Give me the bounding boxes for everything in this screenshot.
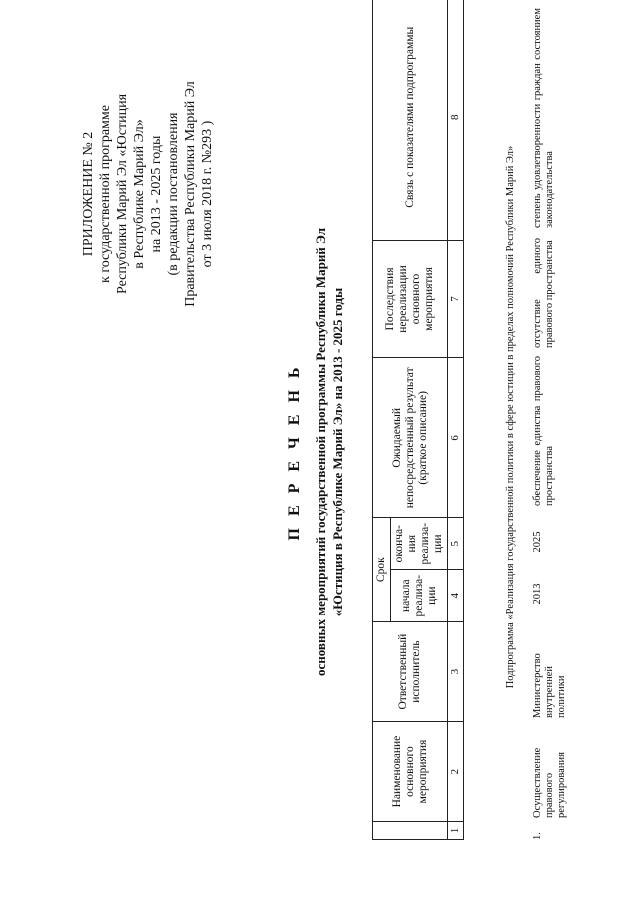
subprogram-heading: Подпрограмма «Реализация государственной политики в сфере юстиции в пределах полномочий Республики Марий Эл» <box>505 145 516 689</box>
row-result: обеспечение единства правового пространства <box>532 356 555 506</box>
measures-table <box>372 0 464 840</box>
title-subtitle-2: «Юстиция в Республике Марий Эл» на 2013 - 2025 годы <box>330 287 345 617</box>
header-cell-executor: Ответственный исполнитель <box>373 622 448 722</box>
row-executor: Министерство внутренней политики <box>532 653 567 718</box>
title-subtitle-1: основных мероприятий государственной программы Республики Марий Эл <box>313 228 328 677</box>
column-number: 7 <box>448 240 464 358</box>
appendix-line: к государственной программе <box>98 105 113 283</box>
header-cell-consequence: Последствия нереализации основного мероприятия <box>373 240 448 358</box>
row-name: Осуществление правового регулирования <box>532 747 567 818</box>
table-header-row <box>373 0 391 840</box>
header-cell-start: начала реализа-ции <box>391 570 448 622</box>
header-cell-name: Наименование основного мероприятия <box>373 722 448 822</box>
appendix-line: Республики Марий Эл «Юстиция <box>115 93 130 295</box>
column-number: 5 <box>448 518 464 570</box>
row-end: 2025 <box>532 531 543 553</box>
column-number: 4 <box>448 570 464 622</box>
column-number: 2 <box>448 722 464 822</box>
header-cell-end: оконча-ния реализа-ции <box>391 518 448 570</box>
row-link: степень удовлетворенности граждан состоянием законодательства <box>532 8 555 228</box>
page-title: П Е Р Е Ч Е Н Ь <box>286 363 303 541</box>
appendix-block <box>80 44 216 344</box>
header-cell-num <box>373 822 448 840</box>
appendix-line: ПРИЛОЖЕНИЕ № 2 <box>81 131 96 257</box>
column-number: 1 <box>448 822 464 840</box>
appendix-line: Правительства Республики Марий Эл <box>183 81 198 307</box>
row-consequence: отсутствие единого правового пространства <box>532 238 555 348</box>
appendix-line: от 3 июля 2018 г. №293 ) <box>200 120 215 268</box>
appendix-line: в Республике Марий Эл» <box>132 119 147 269</box>
row-start: 2013 <box>532 583 543 605</box>
header-cell-result: Ожидаемый непосредственный результат (краткое описание) <box>373 358 448 518</box>
header-cell-term: Срок <box>373 518 391 622</box>
appendix-line: (в редакции постановления <box>166 112 181 276</box>
column-number: 3 <box>448 622 464 722</box>
table-number-row <box>448 0 464 840</box>
title-block <box>286 0 346 904</box>
column-number: 8 <box>448 0 464 240</box>
column-number: 6 <box>448 358 464 518</box>
header-cell-link: Связь с показателями подпрограммы <box>373 0 448 240</box>
appendix-line: на 2013 - 2025 годы <box>149 135 164 253</box>
row-number: 1. <box>532 832 543 840</box>
